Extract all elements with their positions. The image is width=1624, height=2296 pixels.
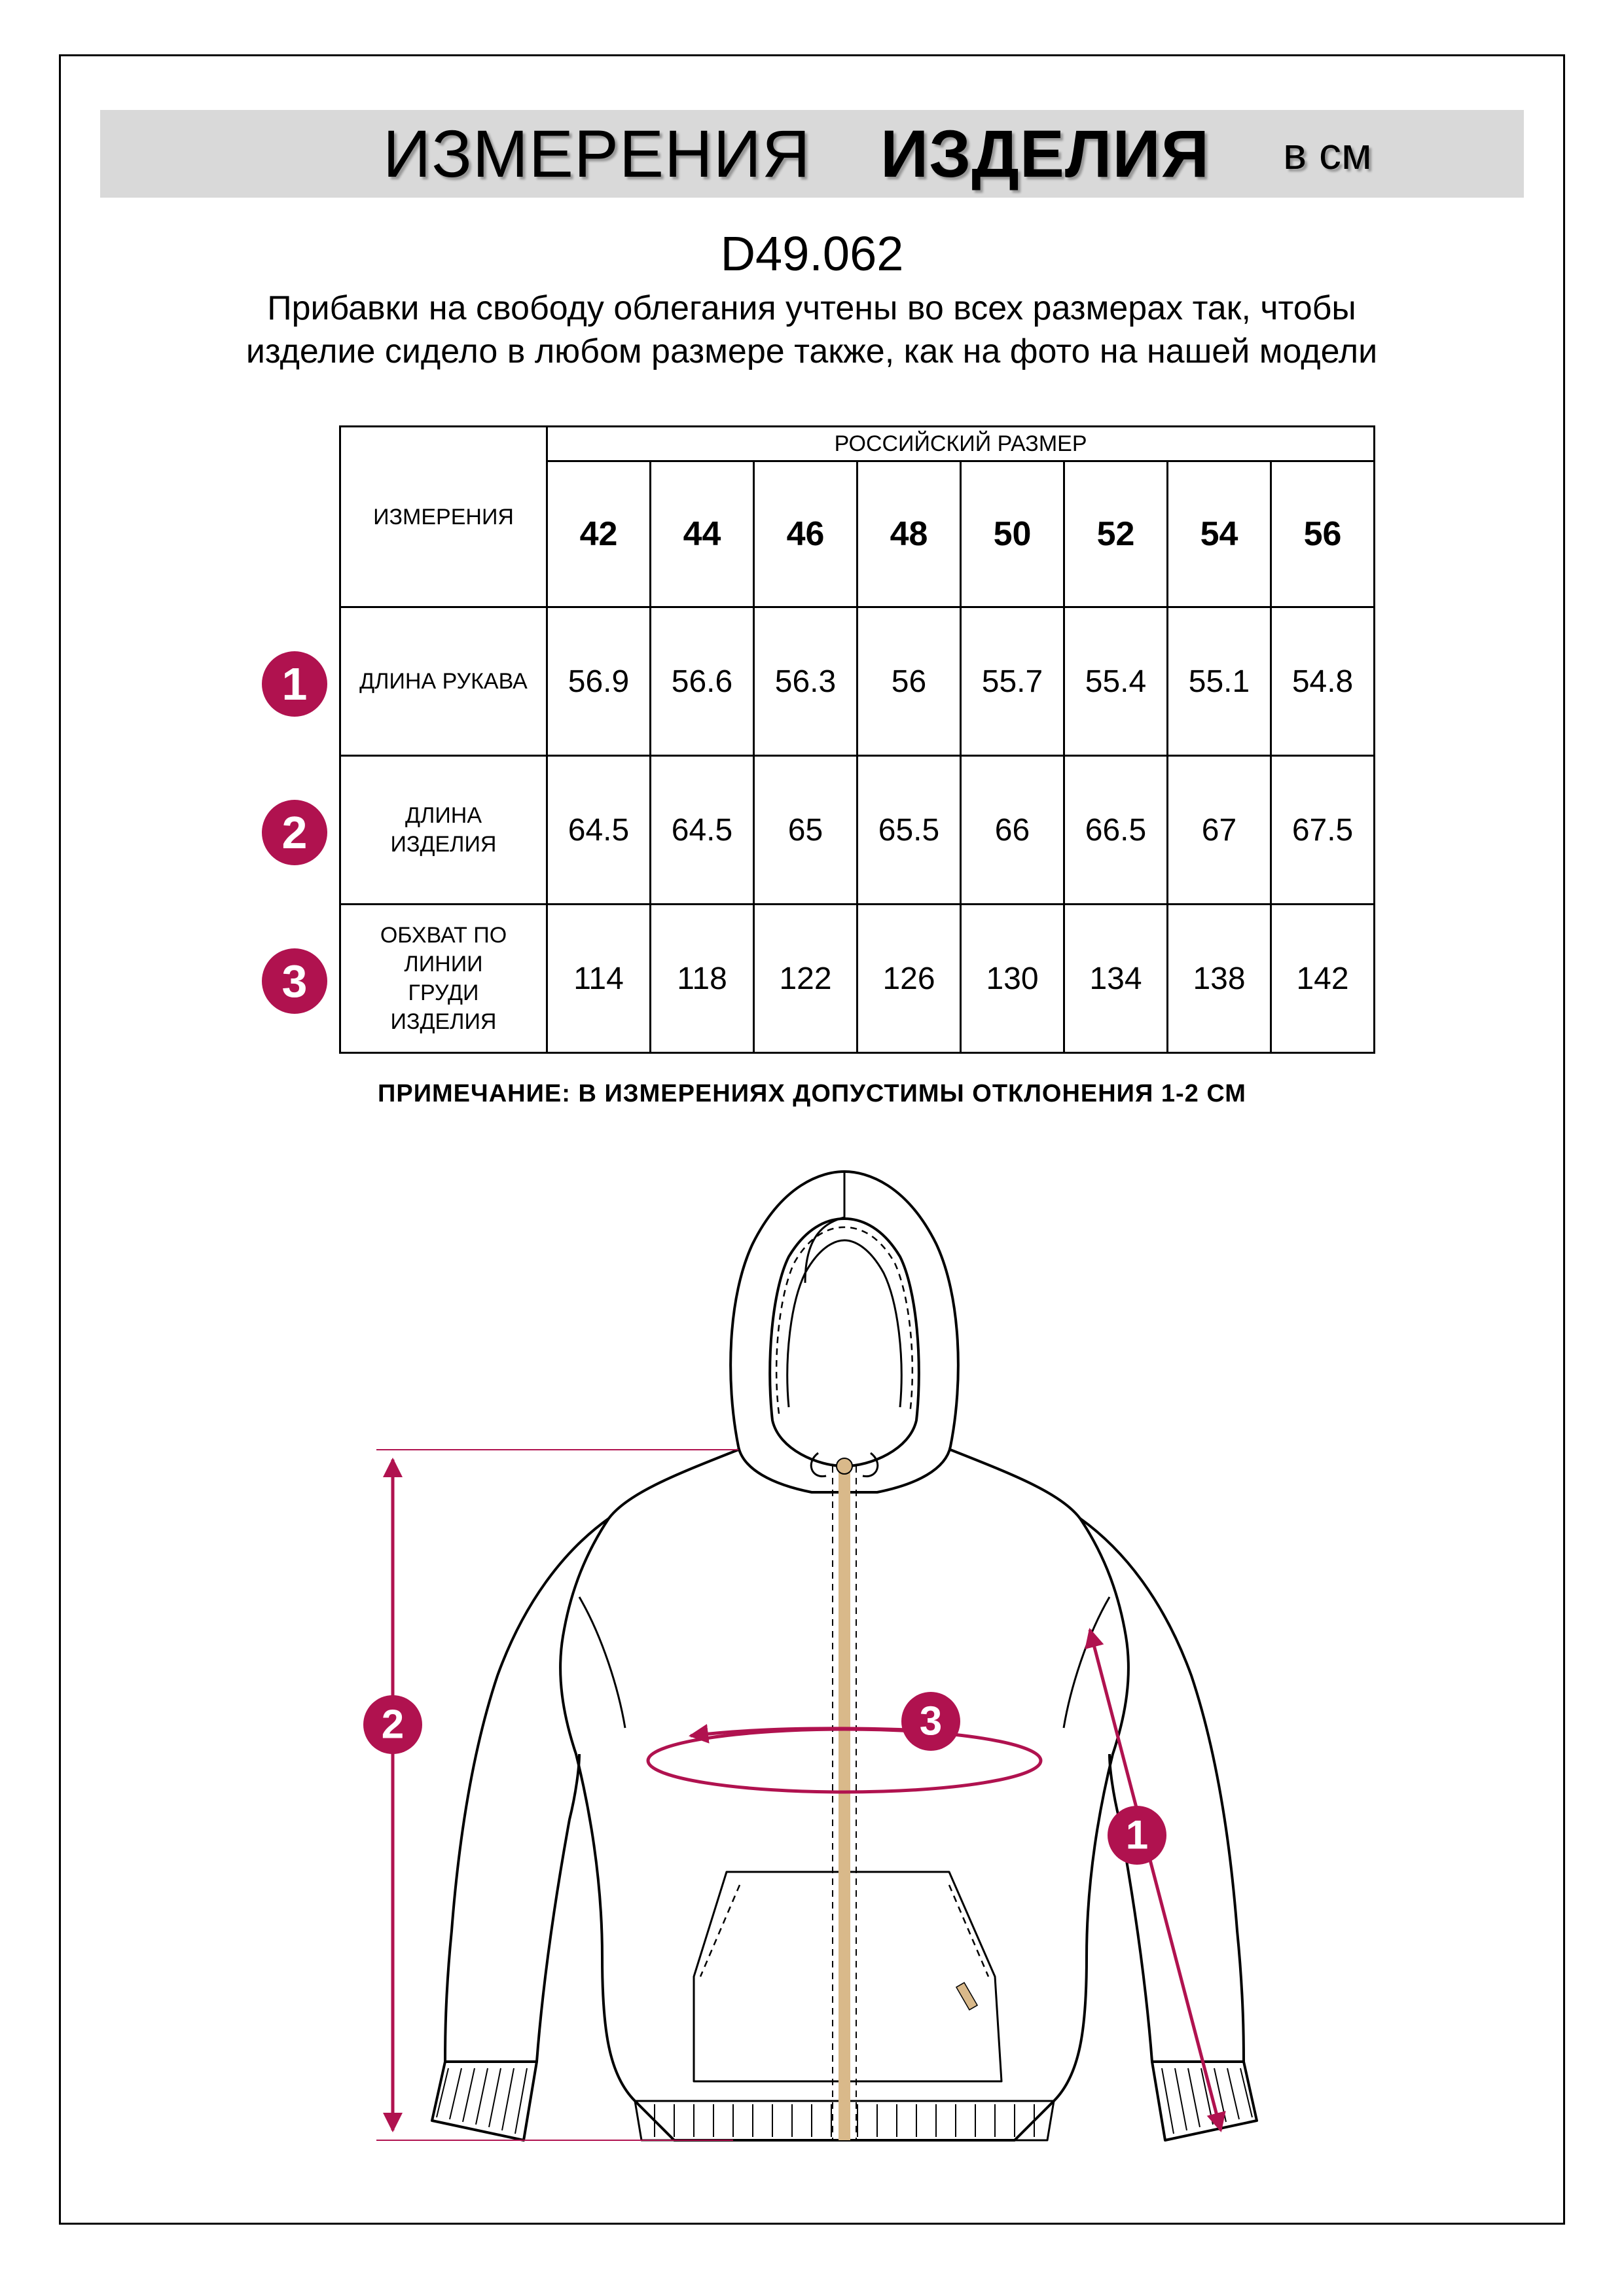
value-cell: 56.9 <box>547 607 651 756</box>
value-cell: 56.6 <box>651 607 754 756</box>
value-cell: 66 <box>961 756 1064 905</box>
diagram-marker-2 <box>363 1695 422 1754</box>
value-cell: 67.5 <box>1271 756 1375 905</box>
marker-label: 1 <box>1125 1812 1149 1858</box>
diagram-marker-3 <box>901 1692 960 1751</box>
value-cell: 64.5 <box>547 756 651 905</box>
size-group-header: РОССИЙСКИЙ РАЗМЕР <box>547 427 1375 461</box>
diagram-marker-1 <box>1108 1806 1166 1865</box>
size-cell: 50 <box>961 461 1064 607</box>
value-cell: 130 <box>961 905 1064 1053</box>
value-cell: 56 <box>857 607 961 756</box>
row-label: ДЛИНА РУКАВА <box>340 607 547 756</box>
value-cell: 142 <box>1271 905 1375 1053</box>
row-label: ОБХВАТ ПО ЛИНИИ ГРУДИ ИЗДЕЛИЯ <box>340 905 547 1053</box>
value-cell: 55.4 <box>1064 607 1168 756</box>
value-cell: 64.5 <box>651 756 754 905</box>
value-cell: 65 <box>754 756 857 905</box>
value-cell: 134 <box>1064 905 1168 1053</box>
length-measure-2 <box>376 1450 738 2140</box>
header-title-bold: ИЗДЕЛИЯ <box>880 117 1210 191</box>
value-cell: 126 <box>857 905 961 1053</box>
value-cell: 66.5 <box>1064 756 1168 905</box>
marker-label: 2 <box>381 1702 405 1748</box>
size-cell: 46 <box>754 461 857 607</box>
value-cell: 114 <box>547 905 651 1053</box>
value-cell: 55.7 <box>961 607 1064 756</box>
row-number-badge: 1 <box>262 651 327 717</box>
value-cell: 67 <box>1168 756 1271 905</box>
size-cell: 52 <box>1064 461 1168 607</box>
size-cell: 54 <box>1168 461 1271 607</box>
value-cell: 65.5 <box>857 756 961 905</box>
fit-note: Прибавки на свободу облегания учтены во всех размерах так, чтобы изделие сидело в любом размере также, как на фото на нашей модели <box>245 289 1378 370</box>
value-cell: 56.3 <box>754 607 857 756</box>
size-cell: 44 <box>651 461 754 607</box>
row-number-badge: 2 <box>262 800 327 865</box>
tolerance-footnote: ПРИМЕЧАНИЕ: В ИЗМЕРЕНИЯХ ДОПУСТИМЫ ОТКЛОНЕНИЯ 1-2 СМ <box>378 1080 1246 1107</box>
row-label: ДЛИНА ИЗДЕЛИЯ <box>340 756 547 905</box>
value-cell: 138 <box>1168 905 1271 1053</box>
hood-outline <box>731 1172 958 1492</box>
value-cell: 122 <box>754 905 857 1053</box>
size-cell: 42 <box>547 461 651 607</box>
header-title-regular: ИЗМЕРЕНИЯ <box>383 117 811 191</box>
value-cell: 118 <box>651 905 754 1053</box>
zipper <box>833 1458 977 2140</box>
row-number-badge: 3 <box>262 948 327 1014</box>
value-cell: 55.1 <box>1168 607 1271 756</box>
marker-label: 3 <box>919 1698 943 1744</box>
size-cell: 56 <box>1271 461 1375 607</box>
measurements-header: ИЗМЕРЕНИЯ <box>340 427 547 607</box>
size-cell: 48 <box>857 461 961 607</box>
header-unit: в см <box>1283 129 1372 179</box>
model-code: D49.062 <box>720 226 904 281</box>
value-cell: 54.8 <box>1271 607 1375 756</box>
